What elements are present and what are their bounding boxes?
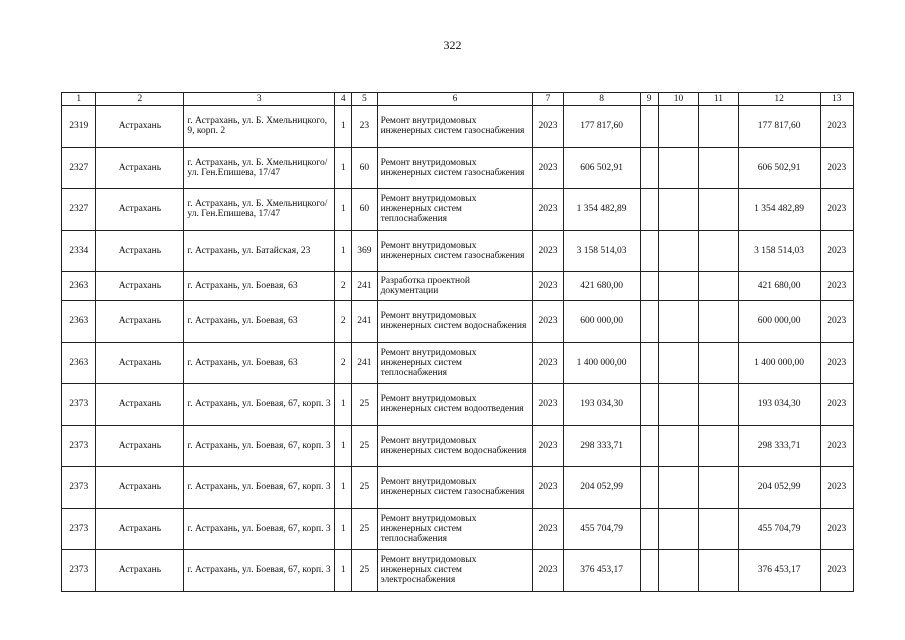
cell-address: г. Астрахань, ул. Боевая, 67, корп. 3 [184,384,335,426]
table-row [62,230,854,272]
cell-total: 600 000,00 [738,301,820,343]
cell-number: 2327 [62,189,96,231]
cell-total: 298 333,71 [738,425,820,467]
cell-col10 [658,106,698,148]
cell-col4: 2 [335,342,352,384]
column-header: 5 [352,93,377,106]
cell-number: 2363 [62,342,96,384]
cell-col10 [658,189,698,231]
cell-number: 2373 [62,550,96,592]
cell-col11 [699,147,738,189]
cell-total: 204 052,99 [738,467,820,509]
cell-work: Ремонт внутридомовых инженерных систем водоснабжения [377,425,533,467]
cell-col4: 1 [335,508,352,550]
column-header: 4 [335,93,352,106]
cell-number: 2319 [62,106,96,148]
table-body [62,106,854,592]
cell-col4: 1 [335,230,352,272]
cell-col9 [640,189,658,231]
cell-year: 2023 [533,550,563,592]
cell-year-end: 2023 [820,467,853,509]
table-row [62,106,854,148]
column-header: 12 [738,93,820,106]
cell-col11 [699,189,738,231]
cell-col4: 1 [335,147,352,189]
table-row [62,508,854,550]
cell-year-end: 2023 [820,147,853,189]
cell-amount: 421 680,00 [563,272,640,301]
cell-address: г. Астрахань, ул. Б. Хмельницкого/ ул. Ген.Епишева, 17/47 [184,147,335,189]
table-row [62,342,854,384]
cell-year: 2023 [533,384,563,426]
cell-total: 1 354 482,89 [738,189,820,231]
cell-amount: 1 400 000,00 [563,342,640,384]
cell-col9 [640,550,658,592]
cell-amount: 1 354 482,89 [563,189,640,231]
column-header: 13 [820,93,853,106]
cell-total: 1 400 000,00 [738,342,820,384]
table-row [62,272,854,301]
cell-year-end: 2023 [820,550,853,592]
cell-number: 2363 [62,272,96,301]
cell-work: Ремонт внутридомовых инженерных систем газоснабжения [377,106,533,148]
cell-col10 [658,301,698,343]
cell-col9 [640,301,658,343]
cell-col4: 1 [335,106,352,148]
cell-col5: 25 [352,508,377,550]
cell-city: Астрахань [96,550,184,592]
cell-work: Разработка проектной документации [377,272,533,301]
column-header: 8 [563,93,640,106]
cell-col10 [658,550,698,592]
cell-amount: 204 052,99 [563,467,640,509]
cell-city: Астрахань [96,342,184,384]
cell-address: г. Астрахань, ул. Боевая, 63 [184,272,335,301]
cell-year-end: 2023 [820,272,853,301]
column-header: 2 [96,93,184,106]
cell-number: 2373 [62,425,96,467]
cell-col11 [699,508,738,550]
cell-amount: 606 502,91 [563,147,640,189]
cell-total: 177 817,60 [738,106,820,148]
cell-amount: 298 333,71 [563,425,640,467]
cell-col5: 369 [352,230,377,272]
cell-total: 376 453,17 [738,550,820,592]
cell-work: Ремонт внутридомовых инженерных систем теплоснабжения [377,342,533,384]
cell-col9 [640,106,658,148]
cell-year: 2023 [533,147,563,189]
cell-col11 [699,272,738,301]
cell-col11 [699,301,738,343]
cell-city: Астрахань [96,301,184,343]
cell-year: 2023 [533,272,563,301]
cell-work: Ремонт внутридомовых инженерных систем водоснабжения [377,301,533,343]
cell-total: 193 034,30 [738,384,820,426]
cell-year-end: 2023 [820,106,853,148]
cell-col5: 241 [352,272,377,301]
cell-col9 [640,147,658,189]
cell-year: 2023 [533,342,563,384]
cell-city: Астрахань [96,230,184,272]
cell-amount: 600 000,00 [563,301,640,343]
cell-col9 [640,230,658,272]
cell-col5: 241 [352,342,377,384]
table-row [62,467,854,509]
cell-total: 3 158 514,03 [738,230,820,272]
cell-total: 421 680,00 [738,272,820,301]
page-number: 322 [443,38,462,52]
cell-col10 [658,272,698,301]
cell-col9 [640,467,658,509]
works-table [61,92,854,592]
cell-work: Ремонт внутридомовых инженерных систем газоснабжения [377,230,533,272]
cell-work: Ремонт внутридомовых инженерных систем водоотведения [377,384,533,426]
cell-city: Астрахань [96,384,184,426]
cell-city: Астрахань [96,467,184,509]
cell-city: Астрахань [96,508,184,550]
cell-col4: 1 [335,384,352,426]
cell-year-end: 2023 [820,425,853,467]
cell-year: 2023 [533,508,563,550]
cell-address: г. Астрахань, ул. Боевая, 67, корп. 3 [184,508,335,550]
cell-col4: 1 [335,467,352,509]
column-header: 6 [377,93,533,106]
cell-year-end: 2023 [820,384,853,426]
cell-year-end: 2023 [820,342,853,384]
cell-col10 [658,230,698,272]
cell-col9 [640,425,658,467]
cell-col5: 60 [352,189,377,231]
cell-number: 2373 [62,508,96,550]
cell-year: 2023 [533,467,563,509]
cell-col4: 1 [335,425,352,467]
cell-year: 2023 [533,106,563,148]
cell-year: 2023 [533,230,563,272]
column-header: 7 [533,93,563,106]
table-row [62,550,854,592]
cell-col4: 2 [335,301,352,343]
cell-city: Астрахань [96,425,184,467]
cell-number: 2334 [62,230,96,272]
table-row [62,189,854,231]
cell-address: г. Астрахань, ул. Б. Хмельницкого/ ул. Ген.Епишева, 17/47 [184,189,335,231]
cell-col4: 1 [335,550,352,592]
cell-col5: 25 [352,467,377,509]
cell-work: Ремонт внутридомовых инженерных систем теплоснабжения [377,189,533,231]
column-header: 11 [699,93,738,106]
cell-col5: 25 [352,550,377,592]
cell-number: 2373 [62,384,96,426]
column-header: 10 [658,93,698,106]
cell-number: 2363 [62,301,96,343]
cell-amount: 193 034,30 [563,384,640,426]
cell-col5: 23 [352,106,377,148]
cell-address: г. Астрахань, ул. Боевая, 67, корп. 3 [184,467,335,509]
cell-col5: 25 [352,425,377,467]
cell-amount: 3 158 514,03 [563,230,640,272]
header-row [62,93,854,106]
cell-amount: 177 817,60 [563,106,640,148]
cell-col4: 2 [335,272,352,301]
cell-work: Ремонт внутридомовых инженерных систем электроснабжения [377,550,533,592]
table-row [62,147,854,189]
cell-col11 [699,550,738,592]
cell-col5: 241 [352,301,377,343]
cell-col9 [640,508,658,550]
column-header: 3 [184,93,335,106]
cell-work: Ремонт внутридомовых инженерных систем теплоснабжения [377,508,533,550]
cell-city: Астрахань [96,106,184,148]
cell-col10 [658,425,698,467]
cell-col10 [658,147,698,189]
cell-col5: 25 [352,384,377,426]
cell-col11 [699,106,738,148]
cell-number: 2327 [62,147,96,189]
cell-col10 [658,384,698,426]
cell-amount: 455 704,79 [563,508,640,550]
cell-col11 [699,342,738,384]
table-row [62,425,854,467]
cell-city: Астрахань [96,272,184,301]
cell-col9 [640,342,658,384]
cell-total: 455 704,79 [738,508,820,550]
cell-col10 [658,467,698,509]
cell-col11 [699,230,738,272]
cell-year: 2023 [533,189,563,231]
cell-year: 2023 [533,425,563,467]
cell-number: 2373 [62,467,96,509]
table-row [62,384,854,426]
table-row [62,301,854,343]
cell-col9 [640,272,658,301]
cell-address: г. Астрахань, ул. Боевая, 63 [184,301,335,343]
cell-col4: 1 [335,189,352,231]
cell-col11 [699,425,738,467]
column-header: 1 [62,93,96,106]
column-header: 9 [640,93,658,106]
cell-work: Ремонт внутридомовых инженерных систем газоснабжения [377,147,533,189]
cell-col5: 60 [352,147,377,189]
cell-col11 [699,384,738,426]
cell-amount: 376 453,17 [563,550,640,592]
cell-col10 [658,342,698,384]
cell-address: г. Астрахань, ул. Боевая, 67, корп. 3 [184,550,335,592]
cell-address: г. Астрахань, ул. Батайская, 23 [184,230,335,272]
cell-year: 2023 [533,301,563,343]
cell-address: г. Астрахань, ул. Б. Хмельницкого, 9, корп. 2 [184,106,335,148]
cell-col9 [640,384,658,426]
cell-address: г. Астрахань, ул. Боевая, 67, корп. 3 [184,425,335,467]
cell-work: Ремонт внутридомовых инженерных систем газоснабжения [377,467,533,509]
cell-col11 [699,467,738,509]
cell-year-end: 2023 [820,230,853,272]
cell-year-end: 2023 [820,189,853,231]
cell-col10 [658,508,698,550]
cell-year-end: 2023 [820,301,853,343]
cell-city: Астрахань [96,189,184,231]
cell-address: г. Астрахань, ул. Боевая, 63 [184,342,335,384]
cell-total: 606 502,91 [738,147,820,189]
cell-city: Астрахань [96,147,184,189]
cell-year-end: 2023 [820,508,853,550]
